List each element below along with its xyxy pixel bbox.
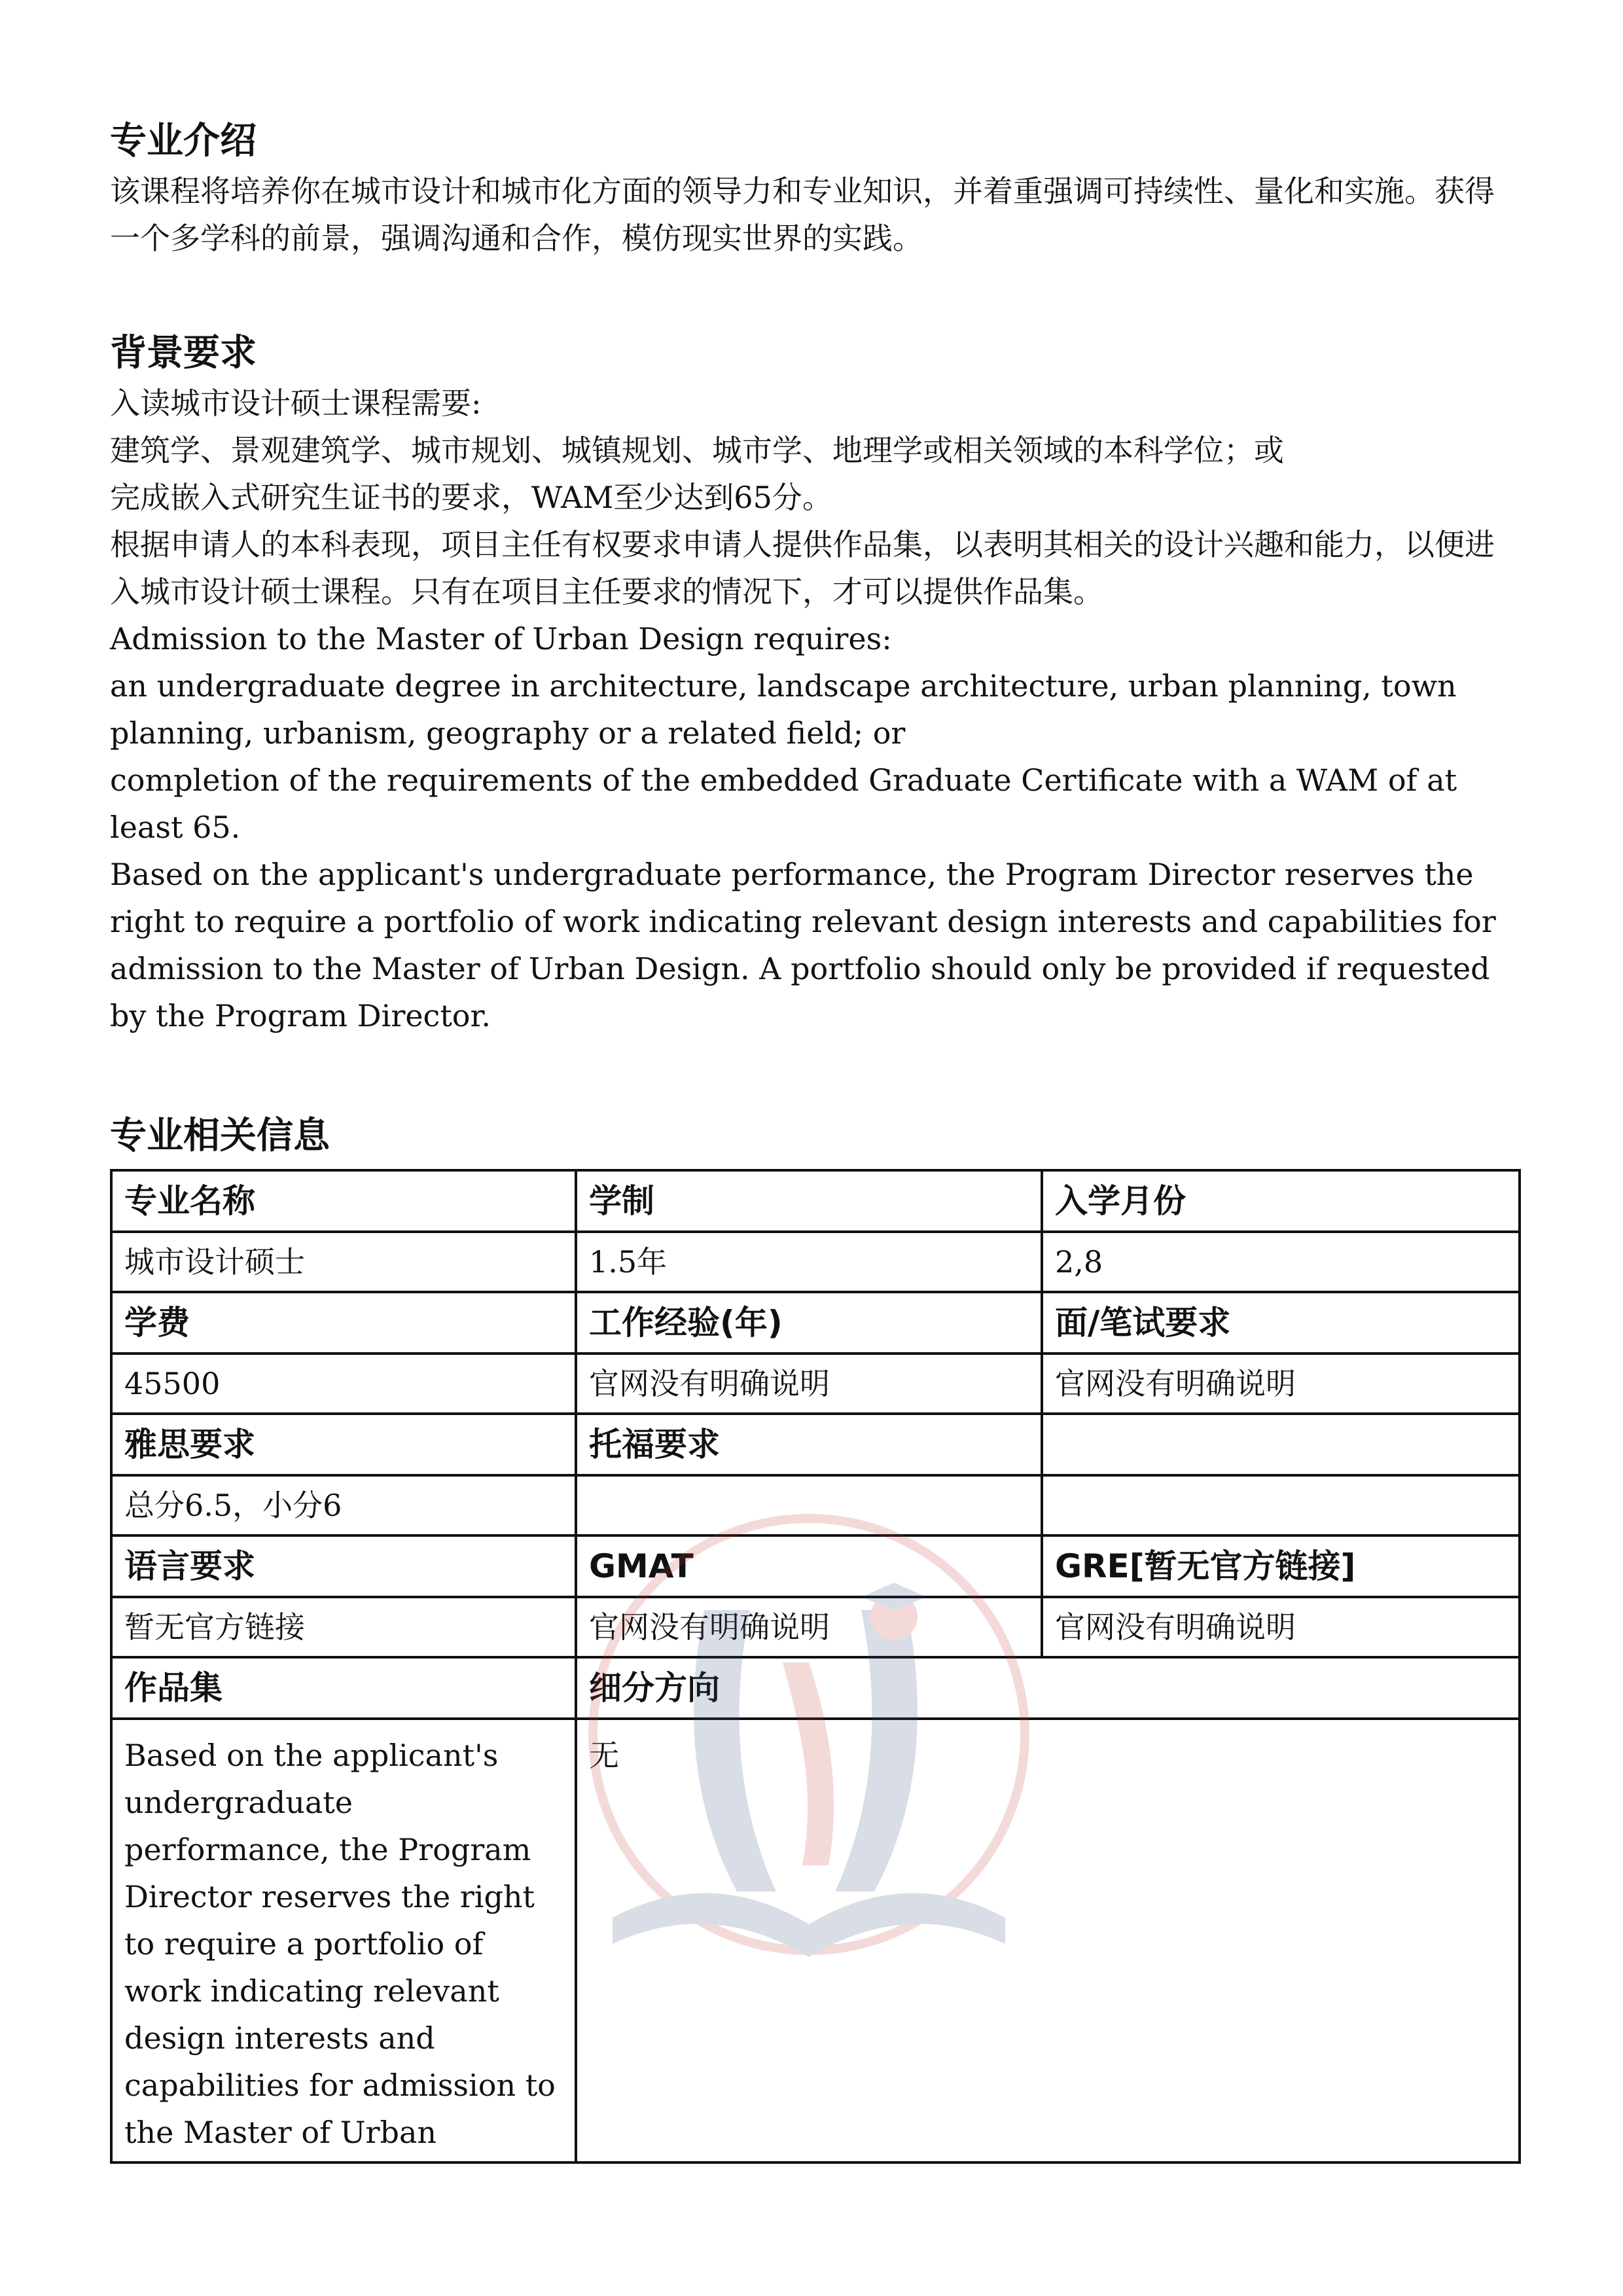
- background-line: 建筑学、景观建筑学、城市规划、城镇规划、城市学、地理学或相关领域的本科学位；或: [110, 433, 1284, 468]
- header-cell-program-name: 专业名称: [111, 1170, 576, 1232]
- table-row: [111, 1170, 1520, 1232]
- header-cell-specialization: 细分方向: [576, 1657, 1520, 1719]
- intro-title: 专业介绍: [110, 120, 257, 162]
- document-page: [110, 115, 1517, 2164]
- header-cell-toefl: 托福要求: [576, 1414, 1042, 1475]
- header-cell-language: 语言要求: [111, 1535, 576, 1597]
- value-cell-intake: 2,8: [1042, 1232, 1520, 1292]
- table-row: [111, 1292, 1520, 1354]
- value-cell-empty: [1042, 1475, 1520, 1535]
- header-cell-gre: GRE[暂无官方链接]: [1042, 1535, 1520, 1597]
- header-cell-portfolio: 作品集: [111, 1657, 576, 1719]
- info-title: 专业相关信息: [110, 1115, 330, 1157]
- background-line: 入读城市设计硕士课程需要:: [110, 386, 482, 421]
- background-line: Admission to the Master of Urban Design requires:: [110, 621, 892, 656]
- value-cell-duration: 1.5年: [576, 1232, 1042, 1292]
- background-line: an undergraduate degree in architecture, landscape architecture, urban planning, town planning, urbanism, geography or a related field; or: [110, 668, 1457, 751]
- table-row: [111, 1597, 1520, 1657]
- value-cell-specialization: 无: [576, 1719, 1520, 2162]
- header-cell-interview: 面/笔试要求: [1042, 1292, 1520, 1354]
- header-cell-intake: 入学月份: [1042, 1170, 1520, 1232]
- table-row: [111, 1414, 1520, 1475]
- table-row: [111, 1719, 1520, 2162]
- table-row: [111, 1232, 1520, 1292]
- value-cell-ielts: 总分6.5，小分6: [111, 1475, 576, 1535]
- header-cell-ielts: 雅思要求: [111, 1414, 576, 1475]
- value-cell-language: 暂无官方链接: [111, 1597, 576, 1657]
- table-row: [111, 1354, 1520, 1414]
- background-title: 背景要求: [110, 332, 257, 374]
- background-line: Based on the applicant's undergraduate performance, the Program Director reserves the right to require a portfolio of work indicating relevant design interests and capabilities for admission to the Master of Urban Design. A portfolio should only be provided if requested by the Program Director.: [110, 857, 1496, 1033]
- header-cell-duration: 学制: [576, 1170, 1042, 1232]
- background-line: completion of the requirements of the embedded Graduate Certificate with a WAM of at least 65.: [110, 762, 1457, 845]
- background-line: 根据申请人的本科表现，项目主任有权要求申请人提供作品集，以表明其相关的设计兴趣和能力，以便进入城市设计硕士课程。只有在项目主任要求的情况下，才可以提供作品集。: [110, 527, 1495, 609]
- header-cell-gmat: GMAT: [576, 1535, 1042, 1597]
- value-cell-program-name: 城市设计硕士: [111, 1232, 576, 1292]
- table-row: [111, 1535, 1520, 1597]
- table-row: [111, 1475, 1520, 1535]
- value-cell-tuition: 45500: [111, 1354, 576, 1414]
- value-cell-portfolio: Based on the applicant's undergraduate performance, the Program Director reserves the right to require a portfolio of work indicating relevant design interests and capabilities for admission to the Master of Urban: [111, 1719, 576, 2162]
- header-cell-tuition: 学费: [111, 1292, 576, 1354]
- intro-body: 该课程将培养你在城市设计和城市化方面的领导力和专业知识，并着重强调可持续性、量化和实施。获得一个多学科的前景，强调沟通和合作，模仿现实世界的实践。: [110, 173, 1495, 256]
- value-cell-interview: 官网没有明确说明: [1042, 1354, 1520, 1414]
- background-line: 完成嵌入式研究生证书的要求，WAM至少达到65分。: [110, 480, 832, 515]
- value-cell-gre: 官网没有明确说明: [1042, 1597, 1520, 1657]
- table-row: [111, 1657, 1520, 1719]
- value-cell-toefl: [576, 1475, 1042, 1535]
- value-cell-work-experience: 官网没有明确说明: [576, 1354, 1042, 1414]
- info-table: [110, 1169, 1521, 2164]
- header-cell-work-experience: 工作经验(年): [576, 1292, 1042, 1354]
- header-cell-empty: [1042, 1414, 1520, 1475]
- value-cell-gmat: 官网没有明确说明: [576, 1597, 1042, 1657]
